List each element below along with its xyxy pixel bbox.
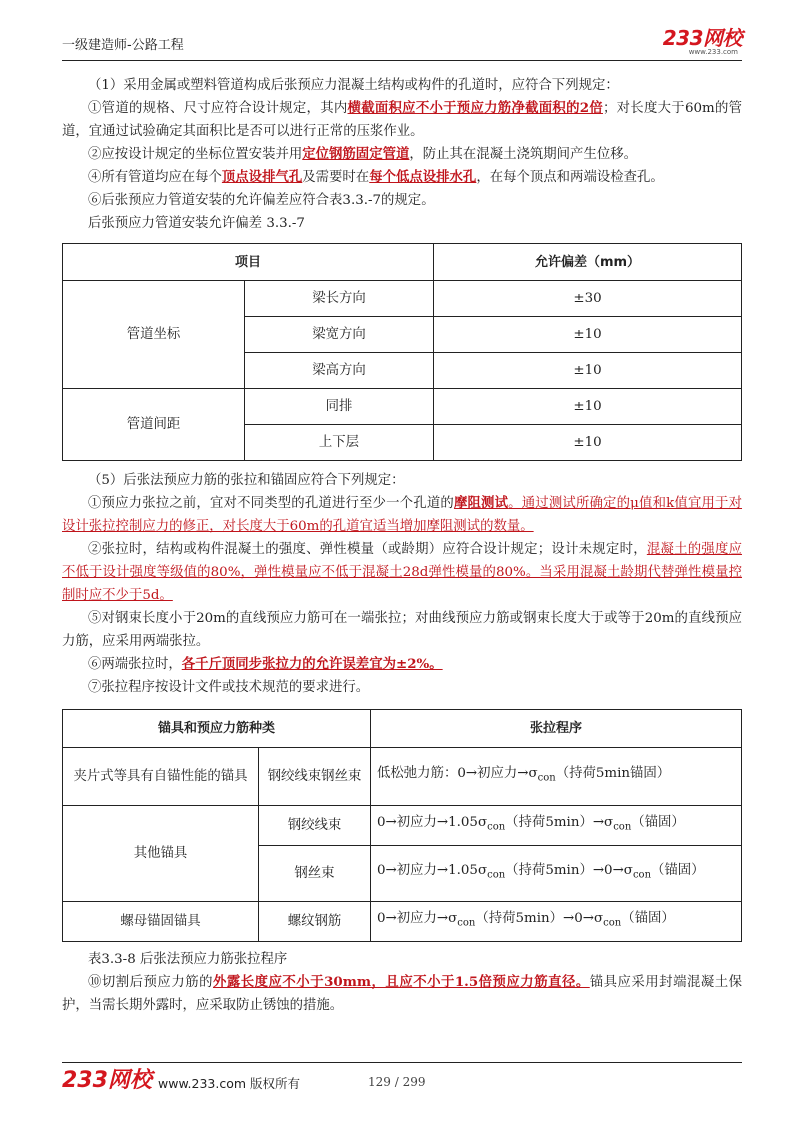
table-cell: 低松弛力筋：0→初应力$\to\sigma_{con}$（持荷5min锚固） — [371, 748, 742, 806]
table-cell: ±10 — [434, 317, 742, 353]
section3-intro: （1）采用金属或塑料管道构成后张预应力混凝土结构或构件的孔道时，应符合下列规定： — [88, 78, 619, 93]
section5-item7: ⑦张拉程序按设计文件或技术规范的要求进行。 — [88, 680, 370, 695]
tensioning-table — [62, 709, 742, 942]
highlight: 混凝土的强度应不低于设计强度等级值的80%，弹性模量应不低于混凝土28d弹性模量的80%。当采用混凝土龄期代替弹性模量控制时应不少于5d。 — [62, 542, 742, 603]
table-cell: 梁宽方向 — [245, 317, 434, 353]
table-cell: 梁高方向 — [245, 353, 434, 389]
table-cell: ±30 — [434, 281, 742, 317]
table-cell: 钢绞线束钢丝束 — [259, 748, 371, 806]
section3-item4: ④所有管道均应在每个顶点设排气孔及需要时在每个低点设排水孔，在每个顶点和两端设检查孔。 — [88, 169, 664, 185]
table-cell: ±10 — [434, 425, 742, 461]
table-cell: 其他锚具 — [63, 806, 259, 902]
highlight: 外露长度应不小于30mm，且应不小于1.5倍预应力筋直径。 — [212, 974, 590, 990]
table-cell: 0→初应力$\to 1.05\sigma_{con}$（持荷$5\min)\to\sigma_{con}$（锚固） — [371, 806, 742, 846]
highlight: 每个低点设排水孔 — [369, 169, 477, 185]
highlight: 摩阻测试 — [453, 495, 509, 511]
footer-divider — [62, 1062, 742, 1063]
table-cell: 梁长方向 — [245, 281, 434, 317]
table2-caption: 表3.3-8 后张法预应力筋张拉程序 — [88, 952, 288, 967]
table-cell: 夹片式等具有自锚性能的锚具 — [63, 748, 259, 806]
section3-item2: ②应按设计规定的坐标位置安装并用定位钢筋固定管道，防止其在混凝土浇筑期间产生位移。 — [88, 146, 638, 162]
section10: ⑩切割后预应力筋的外露长度应不小于30mm，且应不小于1.5倍预应力筋直径。锚具应采用封端混凝土保护，当需长期外露时，应采取防止锈蚀的措施。 — [62, 974, 743, 1013]
tolerance-table — [62, 243, 742, 461]
section5-item6: ⑥两端张拉时，各千斤顶同步张拉力的允许误差宜为±2%。 — [88, 656, 443, 672]
section3-item1: ①管道的规格、尺寸应符合设计规定，其内横截面积应不小于预应力筋净截面积的2倍；对长度大于60m的管道，宜通过试验确定其面积比是否可以进行正常的压浆作业。 — [62, 100, 742, 139]
table-header: 张拉程序 — [371, 710, 742, 748]
section5-item2: ②张拉时，结构或构件混凝土的强度、弹性模量（或龄期）应符合设计规定；设计未规定时，混凝土的强度应不低于设计强度等级值的80%，弹性模量应不低于混凝土28d弹性模量的80%。当采用混凝土龄期代替弹性模量控制时应不少于5d。 — [62, 542, 742, 603]
section5-item5: ⑤对钢束长度小于20m的直线预应力筋可在一端张拉；对曲线预应力筋或钢束长度大于或等于20m的直线预应力筋，应采用两端张拉。 — [62, 611, 742, 649]
highlight: 横截面积应不小于预应力筋净截面积的2倍 — [347, 100, 603, 116]
highlight: 定位钢筋固定管道 — [302, 146, 410, 162]
table-cell: 钢绞线束 — [259, 806, 371, 846]
table-cell: 0→初应力$\to\sigma_{con}$（持荷$5\min)\to 0\to\sigma_{con}$（锚固） — [371, 902, 742, 942]
page-footer — [62, 1070, 742, 1094]
section5-item1: ①预应力张拉之前，宜对不同类型的孔道进行至少一个孔道的摩阻测试。通过测试所确定的μ值和k值宜用于对设计张拉控制应力的修正，对长度大于60m的孔道宜适当增加摩阻测试的数量。 — [62, 495, 743, 534]
page-header — [62, 28, 742, 62]
highlight: 。通过测试所确定的μ值和k值宜用于对设计张拉控制应力的修正，对长度大于60m的孔道宜适当增加摩阻测试的数量。 — [62, 496, 743, 534]
brand-logo — [663, 28, 742, 57]
table-header: 锚具和预应力筋种类 — [63, 710, 371, 748]
section3-item6: ⑥后张预应力管道安装的允许偏差应符合表3.3.-7的规定。 — [88, 193, 435, 208]
header-divider — [62, 60, 742, 61]
page-number: 129 / 299 — [368, 1075, 426, 1089]
section5-intro: （5）后张法预应力筋的张拉和锚固应符合下列规定： — [88, 473, 405, 488]
table-cell: 钢丝束 — [259, 846, 371, 902]
table1-caption: 后张预应力管道安装允许偏差 3.3.-7 — [88, 216, 305, 231]
header-title: 一级建造师-公路工程 — [62, 38, 184, 53]
table-header: 允许偏差（mm） — [434, 244, 742, 281]
table-row — [63, 281, 742, 317]
table-cell: ±10 — [434, 389, 742, 425]
table-cell: 螺纹钢筋 — [259, 902, 371, 942]
table-cell: 上下层 — [245, 425, 434, 461]
table-cell: 0→初应力$\to 1.05\sigma_{con}$（持荷$5\min)\to 0\to\sigma_{con}$（锚固） — [371, 846, 742, 902]
table-header: 项目 — [63, 244, 434, 281]
logo-url: www.233.com — [688, 48, 738, 56]
footer-logo: 233网校 — [62, 1068, 152, 1093]
table-row — [63, 748, 742, 806]
document-body — [62, 74, 742, 1017]
table-row — [63, 902, 742, 942]
table-cell: 管道间距 — [63, 389, 245, 461]
table-row — [63, 389, 742, 425]
table-cell: 同排 — [245, 389, 434, 425]
footer-copyright: www.233.com 版权所有 — [158, 1076, 300, 1091]
table-cell: ±10 — [434, 353, 742, 389]
logo-text: 233网校 — [662, 26, 742, 50]
table-cell: 螺母锚固锚具 — [63, 902, 259, 942]
highlight: 顶点设排气孔 — [221, 169, 303, 185]
table-cell: 管道坐标 — [63, 281, 245, 389]
table-row — [63, 806, 742, 846]
highlight: 各千斤顶同步张拉力的允许误差宜为±2%。 — [181, 656, 443, 672]
